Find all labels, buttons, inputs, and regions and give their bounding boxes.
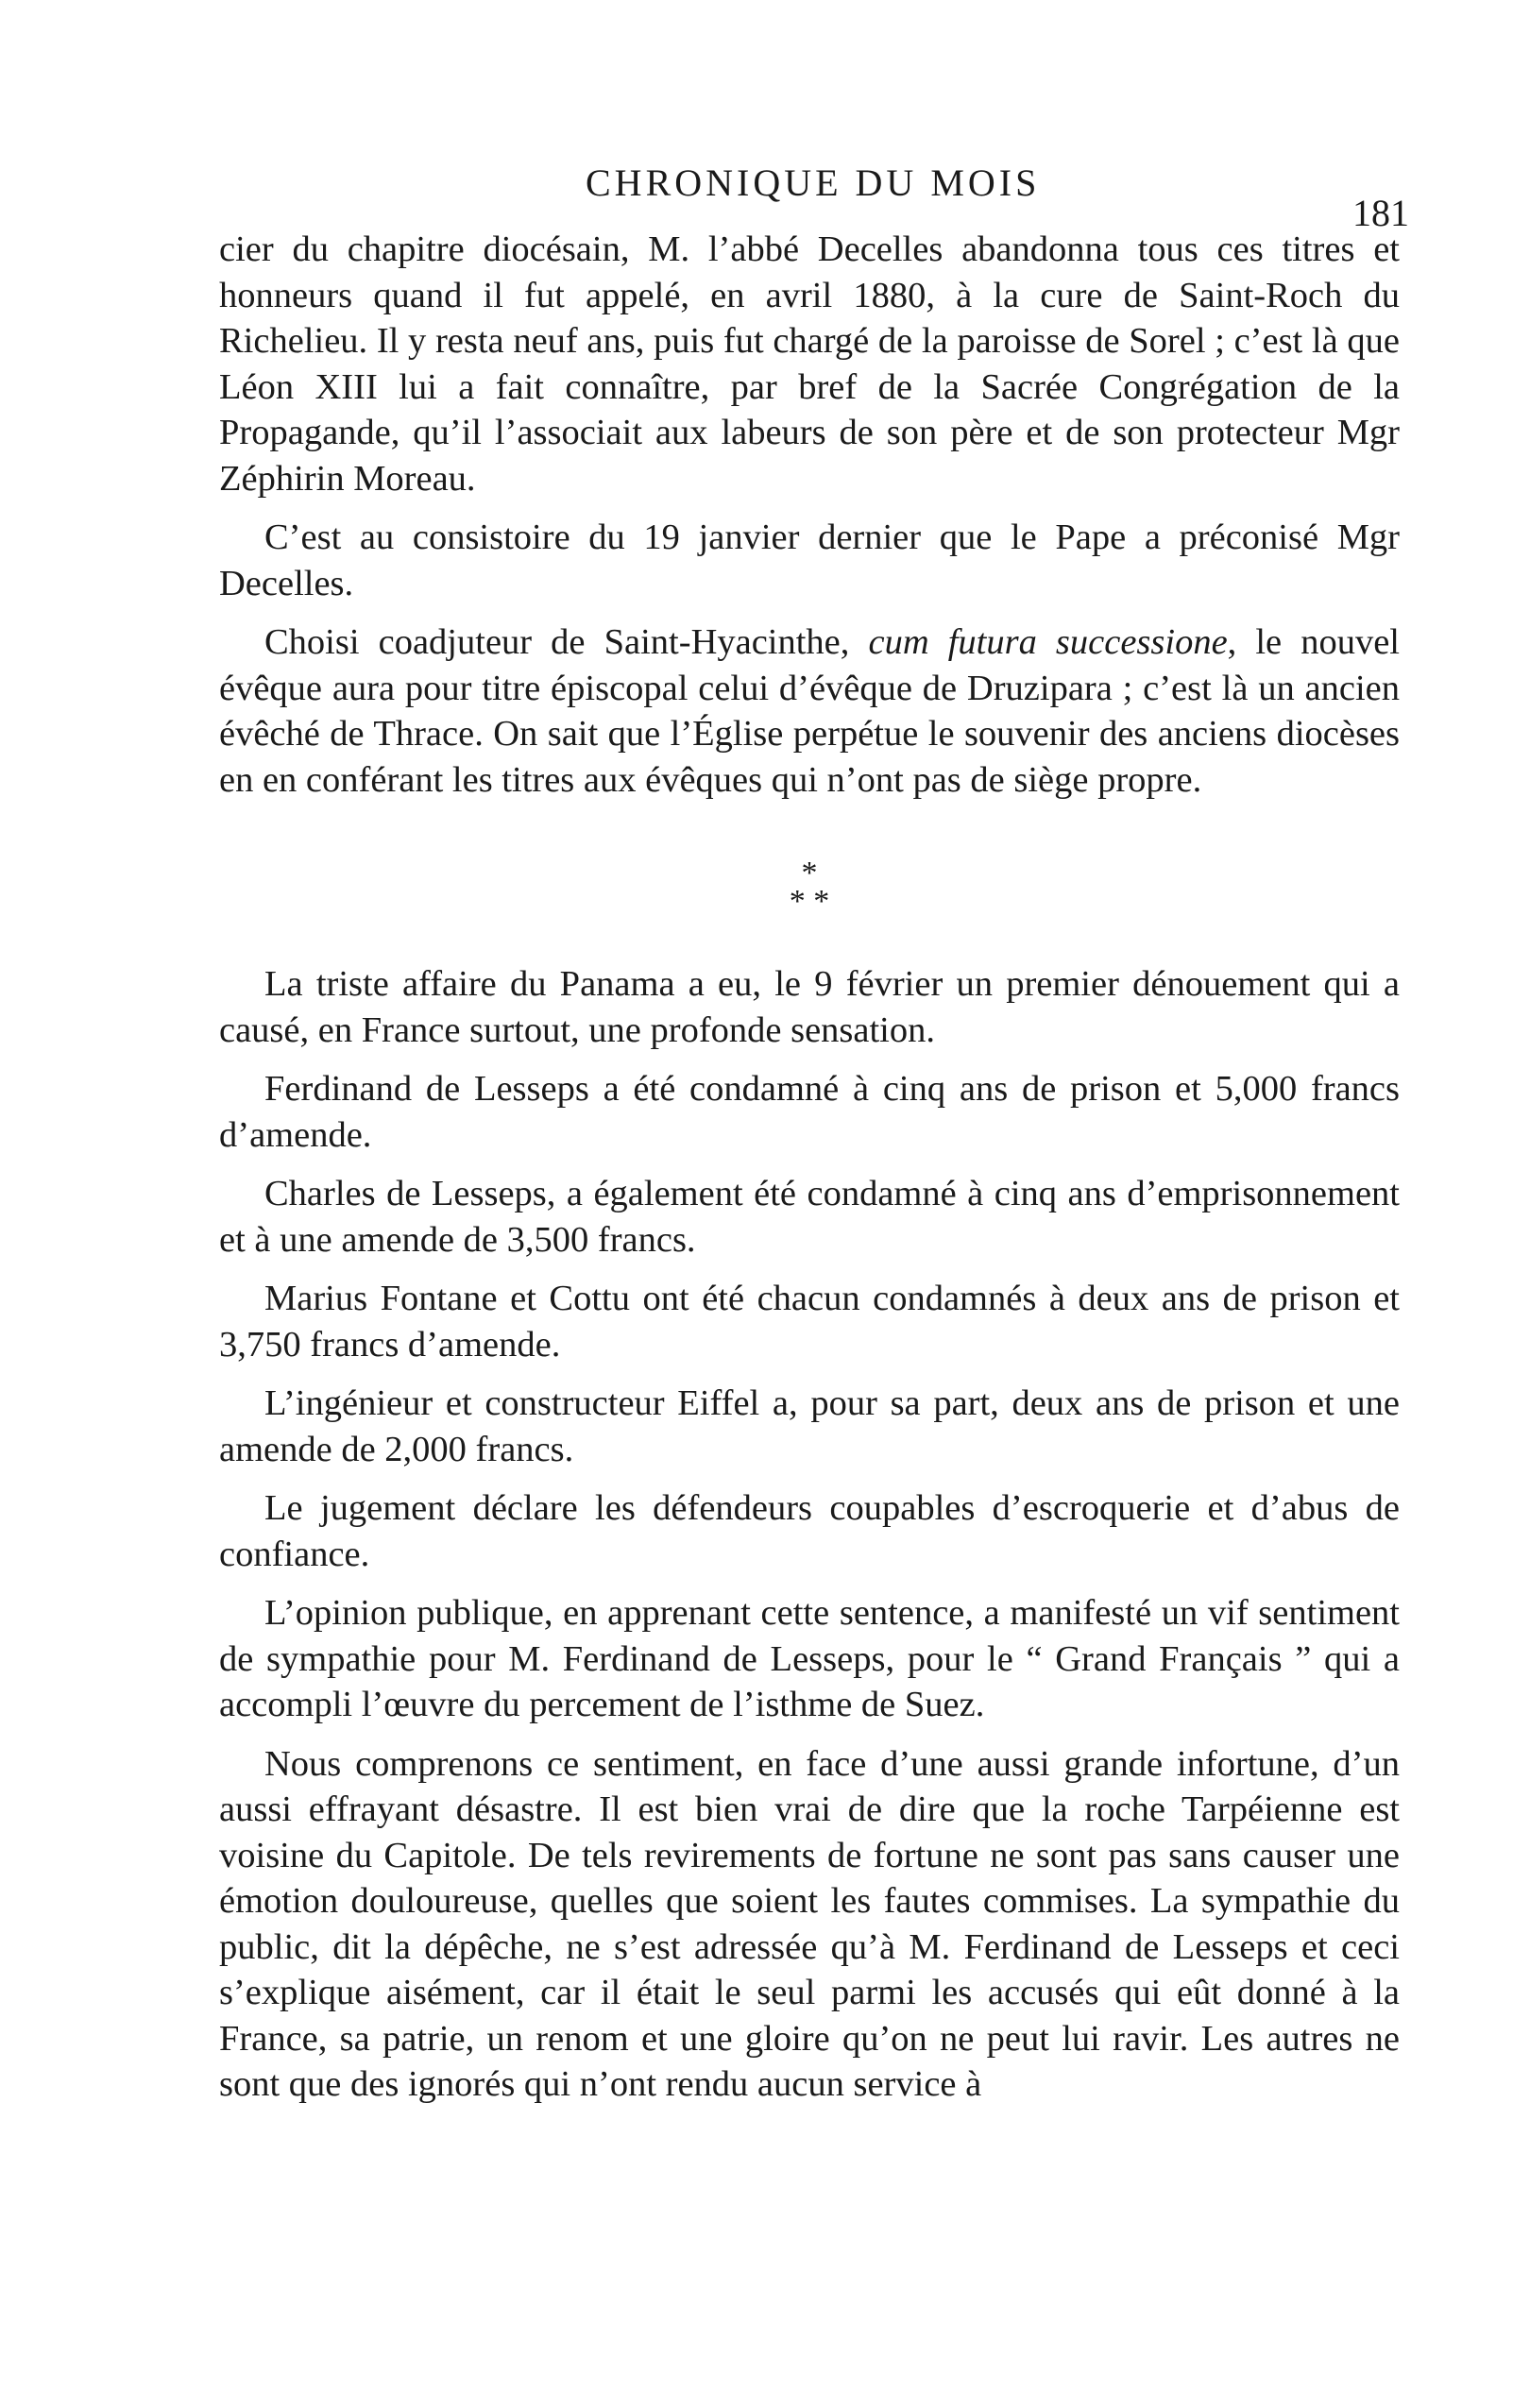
page-number: 181 [1352, 192, 1409, 234]
latin-phrase: cum futura successione [868, 622, 1228, 662]
page-body [219, 227, 1400, 2121]
paragraph-opinion: L’opinion publique, en apprenant cette sentence, a manifesté un vif sentiment de sympathie pour M. Ferdinand de Lesseps, pour le “ Grand Français ” qui a accompli l’œuvre du percement de l’isthme de Suez. [219, 1593, 1400, 1724]
paragraph-eiffel: L’ingénieur et constructeur Eiffel a, pour sa part, deux ans de prison et une amende de 2,000 francs. [219, 1383, 1400, 1469]
asterism-bottom: * * [789, 884, 830, 919]
paragraph-consistoire: C’est au consistoire du 19 janvier dernier que le Pape a préconisé Mgr Decelles. [219, 517, 1400, 603]
page-header [0, 161, 1530, 234]
running-title: CHRONIQUE DU MOIS [586, 161, 1041, 204]
paragraph-continuation: cier du chapitre diocésain, M. l’abbé Decelles abandonna tous ces titres et honneurs quand il fut appelé, en avril 1880, à la cure de Saint-Roch du Richelieu. Il y resta neuf ans, puis fut chargé de la paroisse de Sorel ; c’est là que Léon XIII lui a fait connaître, par bref de la Sacrée Congrégation de la Propagande, qu’il l’associait aux labeurs de son père et de son protecteur Mgr Zéphirin Moreau. [219, 229, 1400, 499]
paragraph-text: Choisi coadjuteur de Saint-Hyacinthe, [264, 622, 869, 662]
paragraph-jugement: Le jugement déclare les défendeurs coupables d’escroquerie et d’abus de confiance. [219, 1488, 1400, 1574]
paragraph-ferdinand: Ferdinand de Lesseps a été condamné à cinq ans de prison et 5,000 francs d’amende. [219, 1069, 1400, 1155]
paragraph-fontane-cottu: Marius Fontane et Cottu ont été chacun condamnés à deux ans de prison et 3,750 francs d’amende. [219, 1279, 1400, 1365]
section-separator-asterism [219, 856, 1400, 919]
paragraph-sentiment: Nous comprenons ce sentiment, en face d’une aussi grande infortune, d’un aussi effrayant désastre. Il est bien vrai de dire que la roche Tarpéienne est voisine du Capitole. De tels revirements de fortune ne sont pas sans causer une émotion douloureuse, quelles que soient les fautes commises. La sympathie du public, dit la dépêche, ne s’est adressée qu’à M. Ferdinand de Lesseps et ceci s’explique aisément, car il était le seul parmi les accusés qui eût donné à la France, sa patrie, un renom et une gloire qu’on ne peut lui ravir. Les autres ne sont que des ignorés qui n’ont rendu aucun service à [219, 1743, 1400, 2104]
paragraph-coadjuteur [219, 619, 1400, 803]
paragraph-panama: La triste affaire du Panama a eu, le 9 février un premier dénouement qui a causé, en France surtout, une profonde sensation. [219, 964, 1400, 1050]
asterism-top: * [801, 856, 818, 890]
paragraph-text: , le nouvel évêque aura pour titre épiscopal celui d’évêque de Druzipara ; c’est là un ancien évêché de Thrace. On sait que l’Église perpétue le souvenir des anciens diocèses en en conférant les titres aux évêques qui n’ont pas de siège propre. [219, 622, 1401, 800]
paragraph-charles: Charles de Lesseps, a également été condamné à cinq ans d’emprisonnement et à une amende de 3,500 francs. [219, 1174, 1400, 1260]
